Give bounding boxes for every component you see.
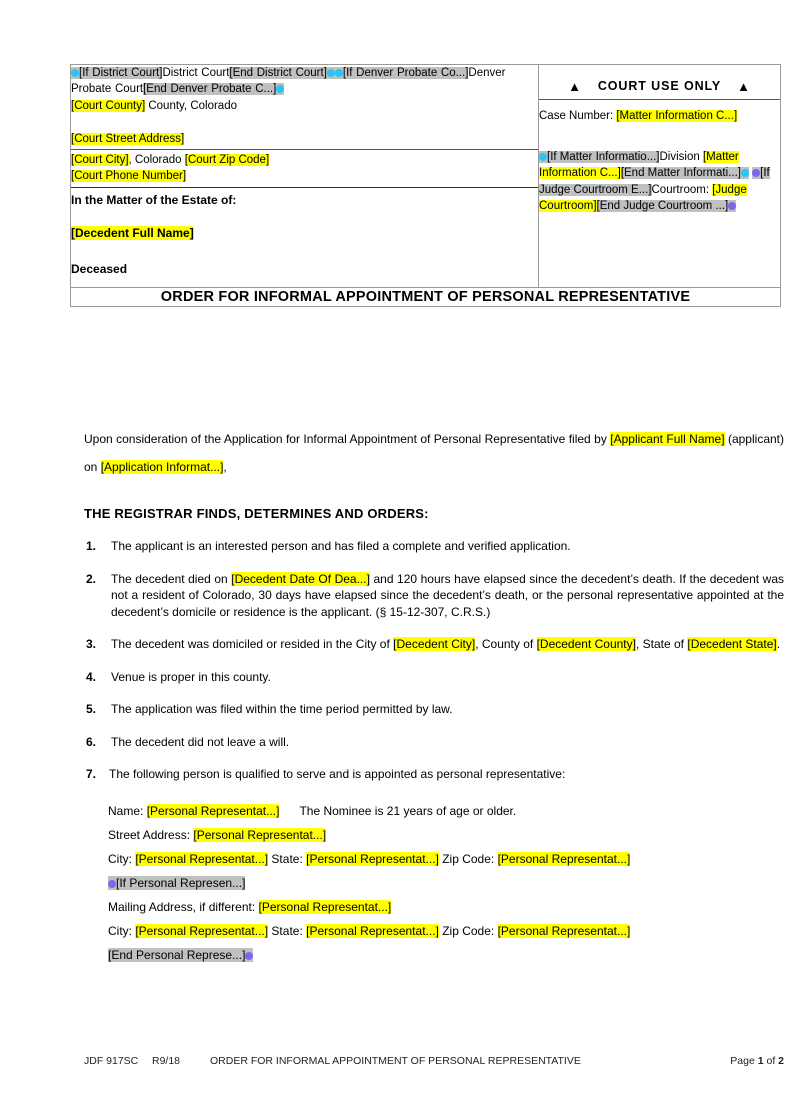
field-pr-mailing-state[interactable]: [Personal Representat...] xyxy=(306,923,439,938)
intro-paragraph xyxy=(84,425,784,481)
footer-page-current: 1 xyxy=(757,1055,764,1067)
pr-mailing-line xyxy=(108,895,784,919)
address-divider-2 xyxy=(71,187,538,188)
field-decedent-county[interactable]: [Decedent County] xyxy=(536,637,636,651)
marker-purple-icon-3 xyxy=(108,880,116,888)
item-text: The application was filed within the time period permitted by law. xyxy=(111,702,453,716)
footer-page-total: 2 xyxy=(778,1055,784,1067)
item-text-post: and 120 hours have elapsed since the decedent’s death. If the decedent was not a resident of Colorado, 30 days have elapsed since the decedent’s death, or the personal representative appointed at the decedent’s domicile or residence is the applicant. (§ 15-12-307, C.R.S.) xyxy=(111,571,784,619)
item-number: 4. xyxy=(86,669,97,684)
pr-mail-city-label: City: xyxy=(108,923,136,938)
item-text-pre: The decedent died on xyxy=(111,571,232,586)
court-use-divider xyxy=(539,99,780,100)
court-city-line xyxy=(71,152,538,169)
address-divider-1 xyxy=(71,149,538,150)
pr-zip-label: Zip Code: xyxy=(438,851,498,866)
deceased-label: Deceased xyxy=(71,261,128,276)
field-code-if-personal-representative[interactable]: [If Personal Represen...] xyxy=(108,876,245,890)
personal-representative-block xyxy=(108,799,784,967)
list-item xyxy=(84,766,784,783)
item-text: The decedent did not leave a will. xyxy=(111,734,290,749)
court-county-line xyxy=(71,98,538,115)
triangle-right-icon: ▲ xyxy=(737,79,751,94)
case-number-line xyxy=(539,108,780,125)
item-text-post: . xyxy=(776,637,781,651)
footer-revision: R9/18 xyxy=(152,1055,181,1067)
field-decedent-state[interactable]: [Decedent State] xyxy=(687,637,777,651)
marker-purple-icon xyxy=(752,169,760,177)
pr-state-label: State: xyxy=(268,851,307,866)
field-pr-zip-code[interactable]: [Personal Representat...] xyxy=(497,851,631,866)
footer-title: ORDER FOR INFORMAL APPOINTMENT OF PERSONAL REPRESENTATIVE xyxy=(210,1055,581,1067)
decedent-full-name-line xyxy=(71,225,538,241)
field-code-end-judge-courtroom[interactable]: [End Judge Courtroom ...] xyxy=(597,200,737,212)
field-applicant-full-name[interactable]: [Applicant Full Name] xyxy=(610,432,725,446)
title-row xyxy=(71,287,781,306)
registrar-heading: THE REGISTRAR FINDS, DETERMINES AND ORDERS: xyxy=(84,506,429,521)
footer-form-number: JDF 917SC xyxy=(84,1055,139,1067)
field-code-if-judge-courtroom[interactable]: [If Judge Courtroom E...] xyxy=(539,167,770,196)
case-number-label: Case Number: xyxy=(539,110,617,122)
marker-purple-icon-4 xyxy=(245,952,253,960)
list-item xyxy=(84,669,784,686)
matter-of-estate-label: In the Matter of the Estate of: xyxy=(71,192,237,207)
page-title: ORDER FOR INFORMAL APPOINTMENT OF PERSONAL REPRESENTATIVE xyxy=(160,288,691,305)
pr-if-condition-line xyxy=(108,871,784,895)
intro-part-1: Upon consideration of the Application for Informal Appointment of Personal Representative filed by xyxy=(84,432,611,446)
pr-end-condition-line xyxy=(108,943,784,967)
marker-cyan-icon-6 xyxy=(741,169,749,177)
nominee-age-note: The Nominee is 21 years of age or older. xyxy=(299,803,517,818)
field-application-information[interactable]: [Application Informat...] xyxy=(100,460,224,474)
item-number: 3. xyxy=(86,637,97,651)
court-city-suffix: , Colorado xyxy=(128,153,185,166)
item-text: The following person is qualified to serve and is appointed as personal representative: xyxy=(109,767,566,781)
pr-street-label: Street Address: xyxy=(108,827,194,842)
denver-probate-court-text: Denver Probate Court xyxy=(71,67,506,95)
division-label: Division xyxy=(659,150,700,163)
triangle-left-icon: ▲ xyxy=(568,79,582,94)
field-court-street-address[interactable]: [Court Street Address] xyxy=(71,133,185,145)
county-state-suffix: County, Colorado xyxy=(145,100,237,112)
court-address-block xyxy=(71,131,538,185)
page-footer xyxy=(84,1055,784,1067)
document-title-cell xyxy=(71,287,781,306)
caption-right-cell xyxy=(539,65,781,288)
pr-mailing-city-state-zip-line xyxy=(108,919,784,943)
court-use-only-label: COURT USE ONLY xyxy=(597,79,722,93)
field-code-end-personal-representative[interactable]: [End Personal Represe...] xyxy=(108,948,253,962)
field-matter-information-division[interactable]: [Matter Information C...] xyxy=(539,150,739,179)
marker-cyan-icon-3 xyxy=(335,69,343,77)
pr-city-label: City: xyxy=(108,851,136,866)
item-text: Venue is proper in this county. xyxy=(111,669,271,684)
intro-part-2: (applicant) on xyxy=(84,432,784,474)
field-decedent-full-name[interactable]: [Decedent Full Name] xyxy=(71,225,194,240)
item-number: 5. xyxy=(86,702,97,716)
division-courtroom-block xyxy=(539,149,780,215)
marker-cyan-icon xyxy=(71,69,79,77)
court-name-line xyxy=(71,65,538,97)
item-text-pre: The decedent was domiciled or resided in the City of xyxy=(111,637,394,651)
field-code-end-denver-probate[interactable]: [End Denver Probate C...] xyxy=(143,83,284,95)
field-decedent-city[interactable]: [Decedent City] xyxy=(393,637,476,651)
field-judge-courtroom[interactable]: [Judge Courtroom] xyxy=(539,183,747,212)
field-pr-street-address[interactable]: [Personal Representat...] xyxy=(193,827,327,842)
pr-name-label: Name: xyxy=(108,803,147,818)
field-pr-state[interactable]: [Personal Representat...] xyxy=(306,851,439,866)
field-pr-name[interactable]: [Personal Representat...] xyxy=(146,803,280,818)
item-text: The applicant is an interested person and has filed a complete and verified application. xyxy=(111,539,571,553)
list-item xyxy=(84,538,784,555)
field-code-if-denver-probate[interactable]: [If Denver Probate Co...] xyxy=(342,67,469,79)
footer-page-prefix: Page xyxy=(730,1055,758,1067)
field-pr-city[interactable]: [Personal Representat...] xyxy=(135,851,269,866)
field-court-phone-number[interactable]: [Court Phone Number] xyxy=(71,170,187,182)
marker-pair xyxy=(327,67,343,79)
list-item xyxy=(84,636,784,653)
findings-list xyxy=(84,538,784,783)
item-number: 6. xyxy=(86,734,97,749)
pr-mail-zip-label: Zip Code: xyxy=(438,923,498,938)
marker-cyan-icon-4 xyxy=(276,85,284,93)
pr-mail-state-label: State: xyxy=(268,923,307,938)
field-court-county[interactable]: [Court County] xyxy=(71,100,146,112)
item-number: 1. xyxy=(86,539,97,553)
item-number: 7. xyxy=(86,767,97,781)
pr-street-line xyxy=(108,823,784,847)
field-pr-mailing-city[interactable]: [Personal Representat...] xyxy=(135,923,269,938)
marker-cyan-icon-2 xyxy=(327,69,335,77)
item-text-mid-1: , County of xyxy=(475,637,537,651)
field-code-end-matter-information[interactable]: [End Matter Informati...] xyxy=(621,167,749,179)
document-body xyxy=(84,425,784,967)
court-use-only-header xyxy=(539,65,780,97)
field-decedent-date-of-death[interactable]: [Decedent Date Of Dea...] xyxy=(231,571,370,586)
field-code-if-matter-information[interactable]: [If Matter Informatio...] xyxy=(539,151,659,163)
footer-page-indicator xyxy=(730,1055,784,1067)
courtroom-label: Courtroom: xyxy=(651,183,713,196)
item-number: 2. xyxy=(86,571,97,586)
caption-row xyxy=(71,65,781,288)
list-item xyxy=(84,701,784,718)
marker-purple-icon-2 xyxy=(728,202,736,210)
list-item xyxy=(84,571,784,621)
item-text-mid-2: , State of xyxy=(635,637,688,651)
caption-table xyxy=(70,64,781,307)
pr-name-line xyxy=(108,799,784,823)
field-court-zip-code[interactable]: [Court Zip Code] xyxy=(184,153,270,166)
pr-city-state-zip-line xyxy=(108,847,784,871)
intro-part-3: , xyxy=(223,460,227,474)
district-court-text: District Court xyxy=(162,67,230,79)
marker-cyan-icon-5 xyxy=(539,153,547,161)
caption-left-cell xyxy=(71,65,539,288)
field-case-number[interactable]: [Matter Information C...] xyxy=(616,110,738,122)
field-pr-mailing-zip-code[interactable]: [Personal Representat...] xyxy=(497,923,631,938)
field-court-city[interactable]: [Court City] xyxy=(71,153,129,166)
pr-mailing-label: Mailing Address, if different: xyxy=(108,899,259,914)
field-code-end-district-court[interactable]: [End District Court] xyxy=(229,67,327,79)
field-pr-mailing-address[interactable]: [Personal Representat...] xyxy=(258,899,392,914)
footer-page-middle: of xyxy=(763,1055,779,1067)
court-street-line xyxy=(71,131,538,148)
court-phone-line xyxy=(71,168,538,185)
list-item xyxy=(84,734,784,751)
field-code-if-district-court[interactable]: [If District Court] xyxy=(71,67,162,79)
